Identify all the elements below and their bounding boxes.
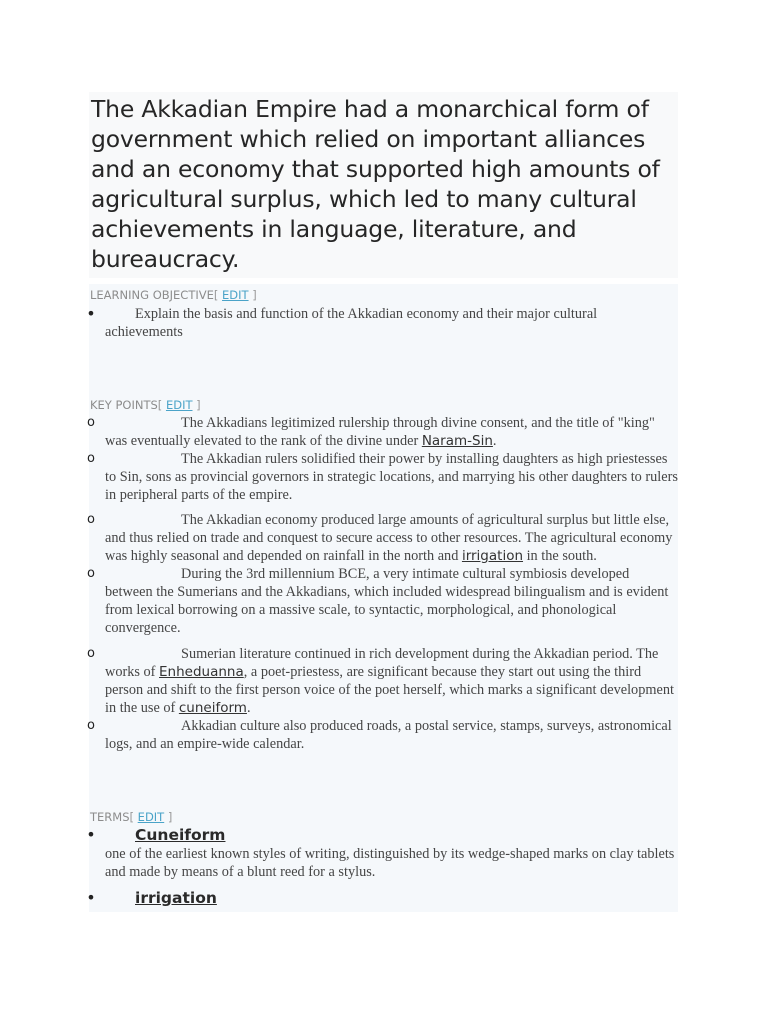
term-irrigation-link[interactable]: irrigation: [135, 889, 217, 907]
edit-learning-objective-link[interactable]: EDIT: [222, 288, 249, 302]
bullet-disc: •: [86, 304, 96, 323]
naram-sin-link[interactable]: Naram-Sin: [421, 433, 493, 449]
key-point-item: o The Akkadians legitimized rulership through divine consent, and the title of "king" was eventually elevated to the rank of the divine under Naram-Sin.: [89, 414, 678, 450]
cuneiform-link[interactable]: cuneiform: [178, 700, 247, 716]
bullet-circle: o: [87, 512, 95, 527]
key-point-item: o During the 3rd millennium BCE, a very intimate cultural symbiosis developed between the Sumerians and the Akkadians, which included widespread bilingualism and is evident from lexical borrowing on a massive scale, to syntactic, morphological, and phonological convergence.: [89, 565, 678, 637]
key-point-item: o The Akkadian rulers solidified their power by installing daughters as high priestesses to Sin, sons as provincial governors in strategic locations, and marrying his other daughters to rulers in peripheral parts of the empire.: [89, 450, 678, 504]
terms-heading: TERMS[ EDIT ]: [90, 810, 173, 824]
document-page: [86, 92, 678, 912]
page-title: The Akkadian Empire had a monarchical form of government which relied on important alliances and an economy that supported high amounts of agricultural surplus, which led to many cultural achievements in language, literature, and bureaucracy.: [89, 92, 678, 278]
learning-objective-heading: LEARNING OBJECTIVE[ EDIT ]: [90, 288, 257, 302]
bullet-circle: o: [87, 415, 95, 430]
key-point-item: o The Akkadian economy produced large amounts of agricultural surplus but little else, and thus relied on trade and conquest to secure access to other resources. The agricultural economy was highly seasonal and depended on rainfall in the north and irrigation in the south.: [89, 511, 678, 565]
key-point-item: o Sumerian literature continued in rich development during the Akkadian period. The works of Enheduanna, a poet-priestess, are significant because they start out using the third person and shift to the first person voice of the poet herself, which marks a significant development in the use of cuneiform.: [89, 645, 678, 717]
bullet-circle: o: [87, 451, 95, 466]
bullet-circle: o: [87, 566, 95, 581]
irrigation-link[interactable]: irrigation: [461, 548, 524, 564]
content-panel: [86, 284, 678, 912]
key-points-heading: KEY POINTS[ EDIT ]: [90, 398, 201, 412]
list-item: • Explain the basis and function of the Akkadian economy and their major cultural achievements: [89, 305, 678, 341]
edit-key-points-link[interactable]: EDIT: [165, 398, 193, 412]
bullet-circle: o: [87, 718, 95, 733]
bullet-disc: •: [86, 888, 96, 907]
edit-terms-link[interactable]: EDIT: [137, 810, 165, 824]
bullet-circle: o: [87, 646, 95, 661]
key-point-item: o Akkadian culture also produced roads, a postal service, stamps, surveys, astronomical logs, and an empire-wide calendar.: [89, 717, 678, 753]
term-item: [86, 825, 678, 845]
bullet-disc: •: [86, 825, 96, 844]
term-cuneiform-link[interactable]: Cuneiform: [135, 826, 226, 844]
enheduanna-link[interactable]: Enheduanna: [159, 664, 244, 680]
term-item: [86, 888, 678, 910]
term-definition: one of the earliest known styles of writing, distinguished by its wedge-shaped marks on clay tablets and made by means of a blunt reed for a stylus.: [105, 846, 675, 880]
